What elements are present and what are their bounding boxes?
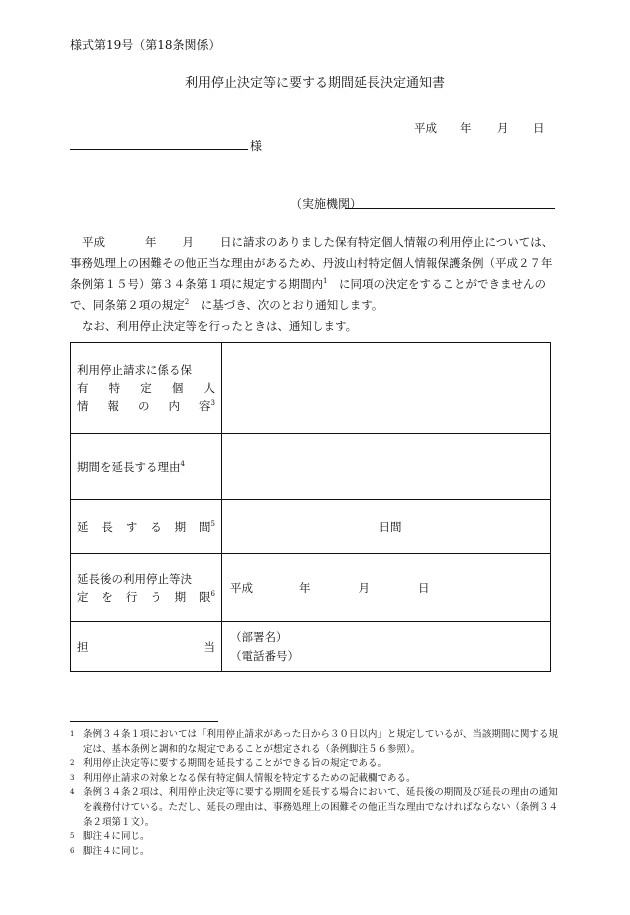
row-extension-period — [71, 500, 551, 554]
footnote-ref-5: 5 — [210, 519, 215, 528]
footnote-ref-4: 4 — [180, 459, 185, 468]
footnotes — [70, 728, 560, 859]
label-extension-period: 延 長 す る 期 間$^5$ — [71, 500, 222, 554]
footnote-ref-1: 1 — [323, 277, 328, 285]
footnote-ref-3: 3 — [210, 399, 215, 407]
body-year: 年 — [145, 235, 157, 249]
deadline-year: 年 — [299, 580, 311, 595]
date-year: 年 — [460, 121, 472, 135]
footnote-ref-6: 6 — [210, 589, 215, 598]
body-line-1 — [70, 232, 560, 253]
date-month: 月 — [497, 121, 509, 135]
label-target-info-line1: 利用停止請求に係る保 — [77, 363, 192, 377]
footnote-ref-2: 2 — [184, 298, 190, 306]
footnote-4: 4 条例３４条２項は、利用停止決定等に要する期間を延長する場合において、延長後の期間及び延長の理由の通知を義務付けている。ただし、延長の理由は、事務処理上の困難その他正当な理由でなければならない（条例３４条２項第１文）。 — [70, 787, 559, 828]
body-text-1: 日に請求のありました保有特定個人情報の利用停止については、 — [220, 235, 554, 249]
footnote-divider — [70, 721, 218, 723]
label-target-info-line3: 情 報 の 内 容$^3$ — [77, 399, 215, 413]
body-line-4 — [70, 295, 560, 316]
label-target-info-line2: 有 特 定 個 人 — [77, 381, 215, 395]
body-text-3: 条例第１５号）第３４条第１項に規定する期間内 — [70, 277, 323, 291]
info-table — [70, 342, 551, 672]
body-era: 平成 — [82, 235, 105, 249]
label-target-info — [71, 343, 222, 434]
row-extension-reason — [71, 434, 551, 500]
extension-days-unit: 日間 — [378, 519, 402, 534]
deadline-day: 日 — [418, 580, 430, 595]
value-new-deadline[interactable] — [222, 554, 551, 622]
recipient-suffix: 様 — [250, 139, 263, 153]
agency-label: （実施機関） — [290, 197, 363, 211]
contact-department: （部署名） — [230, 629, 288, 644]
value-extension-reason[interactable] — [222, 434, 551, 500]
label-extension-reason: 期間を延長する理由$^4$ — [71, 434, 222, 500]
page-title: 利用停止決定等に要する期間延長決定通知書 — [184, 76, 445, 91]
footnote-3: 3 利用停止請求の対象となる保有特定個人情報を特定するための記載欄である。 — [70, 772, 416, 784]
body-text-4: に同項の決定をすることができませんの — [338, 277, 546, 291]
row-new-deadline — [71, 554, 551, 622]
footnote-1: 1 条例３４条１項においては「利用停止請求があった日から３０日以内」と規定しているが、当該期間に関する規定は、基本条例と調和的な規定であることが想定される（条例脚注５６参照）。 — [70, 729, 558, 755]
body-month: 月 — [182, 235, 194, 249]
body-text-6: に基づき、次のとおり通知します。 — [200, 298, 384, 312]
body-line-2: 事務処理上の困難その他正当な理由があるため、丹波山村特定個人情報保護条例（平成２７年 — [70, 256, 553, 270]
row-contact — [71, 622, 551, 672]
value-contact[interactable] — [222, 622, 551, 672]
notice-body — [70, 232, 560, 337]
deadline-era: 平成 — [230, 580, 253, 595]
footnote-6: 6 脚注４に同じ。 — [70, 845, 150, 857]
value-extension-period[interactable] — [222, 500, 551, 554]
date-era: 平成 — [414, 121, 437, 135]
deadline-month: 月 — [358, 580, 370, 595]
footnote-5: 5 脚注４に同じ。 — [70, 831, 150, 843]
label-new-deadline — [71, 554, 222, 622]
label-new-deadline-line1: 延長後の利用停止等決 — [77, 571, 192, 586]
contact-phone: （電話番号） — [230, 648, 299, 663]
agency-name-line — [345, 207, 555, 209]
row-target-info — [71, 343, 551, 434]
recipient-name-line — [70, 148, 248, 150]
form-number: 様式第19号（第18条関係） — [70, 38, 221, 52]
body-text-5: で、同条第２項の規定 — [70, 298, 185, 312]
footnote-2: 2 利用停止決定等に要する期間を延長することができる旨の規定である。 — [70, 758, 388, 770]
label-new-deadline-line2: 定 を 行 う 期 限$^6$ — [77, 589, 215, 604]
value-target-info[interactable] — [222, 343, 551, 434]
label-contact: 担 当 — [71, 622, 222, 672]
date-day: 日 — [533, 121, 545, 135]
body-line-3 — [70, 274, 560, 295]
body-line-5: なお、利用停止決定等を行ったときは、通知します。 — [82, 319, 358, 333]
